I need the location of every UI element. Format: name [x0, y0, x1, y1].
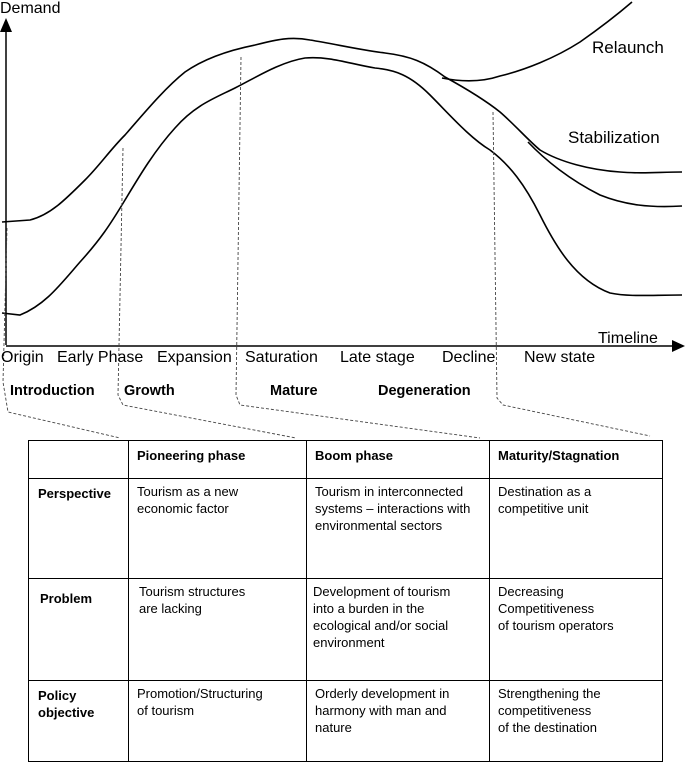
- dashed-separator-saturation: [236, 57, 480, 438]
- stage-expansion: Expansion: [157, 349, 232, 366]
- cell-text: Promotion/Structuring of tourism: [137, 686, 263, 719]
- table-row: [29, 681, 663, 762]
- header-pioneering-phase: Pioneering phase: [129, 441, 307, 479]
- table-cell: [129, 479, 307, 579]
- cell-text: Development of tourism into a burden in the ecological and/or social environment: [313, 584, 451, 651]
- cell-text: Tourism as a new economic factor: [137, 484, 239, 517]
- cell-text: Tourism structures are lacking: [139, 584, 246, 617]
- cell-text: Decreasing Competitiveness of tourism operators: [498, 584, 614, 634]
- table-header-row: [29, 441, 663, 479]
- table-row: [29, 579, 663, 681]
- phase-introduction: Introduction: [10, 383, 95, 399]
- y-axis-arrow: [0, 18, 12, 32]
- table-cell: [490, 681, 663, 762]
- lower-demand-curve: [2, 58, 682, 315]
- phase-mature: Mature: [270, 383, 318, 399]
- table-cell: [307, 681, 490, 762]
- table-row: [29, 479, 663, 579]
- phase-degeneration: Degeneration: [378, 383, 471, 399]
- cell-text: Orderly development in harmony with man and nature: [315, 686, 450, 736]
- header-maturity-stagnation: Maturity/Stagnation: [490, 441, 663, 479]
- stage-origin: Origin: [1, 349, 44, 366]
- header-boom-phase: Boom phase: [307, 441, 490, 479]
- table-cell: [490, 579, 663, 681]
- table-cell: [129, 579, 307, 681]
- stage-early-phase: Early Phase: [57, 349, 144, 366]
- x-axis-label: Timeline: [598, 330, 658, 347]
- y-axis-label: Demand: [0, 0, 61, 17]
- row-label-perspective: Perspective: [29, 479, 129, 579]
- row-label-problem: Problem: [29, 579, 129, 681]
- stage-new-state: New state: [524, 349, 596, 366]
- stage-saturation: Saturation: [245, 349, 318, 366]
- policy-table: [28, 440, 663, 762]
- relaunch-label: Relaunch: [592, 38, 664, 57]
- x-axis-arrow: [672, 340, 685, 352]
- row-label-text: Policy objective: [38, 688, 95, 721]
- table-cell: [307, 479, 490, 579]
- table-cell: [129, 681, 307, 762]
- table-cell: [490, 479, 663, 579]
- row-label-policy-objective: [29, 681, 129, 762]
- stage-decline: Decline: [442, 349, 496, 366]
- cell-text: Tourism in interconnected systems – interactions with environmental sectors: [315, 484, 471, 534]
- stage-late-stage: Late stage: [340, 349, 415, 366]
- dashed-separator-decline: [493, 112, 650, 436]
- cell-text: Destination as a competitive unit: [498, 484, 592, 517]
- stabilization-curve: [528, 142, 682, 207]
- header-empty: [29, 441, 129, 479]
- table-cell: [307, 579, 490, 681]
- phase-growth: Growth: [124, 383, 175, 399]
- cell-text: Strengthening the competitiveness of the destination: [498, 686, 601, 736]
- dashed-separator-origin: [3, 228, 120, 438]
- stabilization-label: Stabilization: [568, 128, 660, 147]
